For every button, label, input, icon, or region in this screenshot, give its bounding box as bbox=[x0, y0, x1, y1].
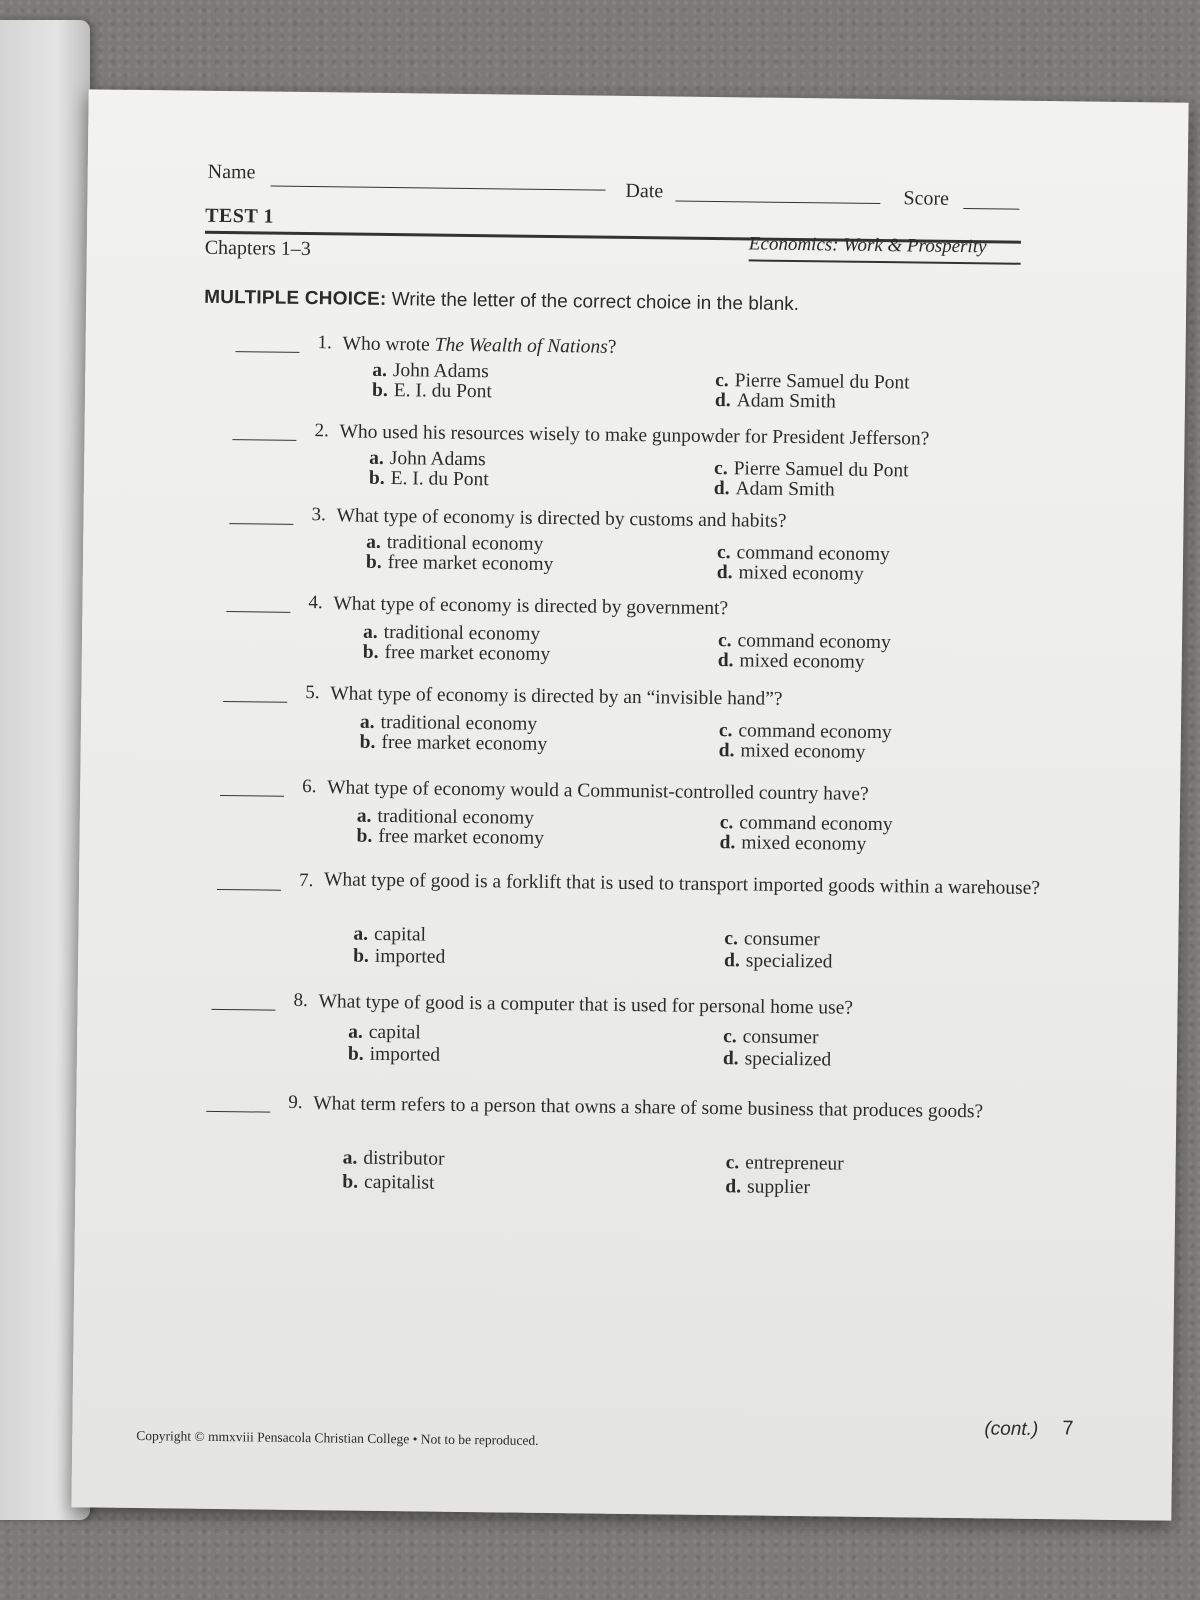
question-number: 2. bbox=[314, 420, 329, 442]
option-d[interactable]: d. mixed economy bbox=[716, 562, 864, 585]
option-d[interactable]: d. mixed economy bbox=[718, 740, 866, 763]
option-a[interactable]: a. John Adams bbox=[372, 359, 489, 383]
option-b[interactable]: b. E. I. du Pont bbox=[368, 467, 489, 491]
question-text: Who used his resources wisely to make gunpowder for President Jefferson? bbox=[339, 421, 930, 450]
question-text: What type of good is a forklift that is used to transport imported goods within a warehouse? bbox=[323, 869, 1041, 900]
question-number: 3. bbox=[311, 504, 326, 526]
answer-blank-1[interactable] bbox=[236, 351, 300, 353]
option-d[interactable]: d. Adam Smith bbox=[713, 478, 835, 501]
option-d[interactable]: d. specialized bbox=[722, 1048, 832, 1071]
option-d[interactable]: d. mixed economy bbox=[717, 650, 865, 673]
option-c[interactable]: c. entrepreneur bbox=[725, 1152, 844, 1175]
date-field[interactable] bbox=[675, 201, 880, 205]
answer-blank-7[interactable] bbox=[217, 889, 281, 891]
question-text: What type of good is a computer that is used for personal home use? bbox=[318, 991, 854, 1019]
option-a[interactable]: a. traditional economy bbox=[359, 711, 538, 735]
question-8 bbox=[212, 989, 1112, 1071]
question-number: 8. bbox=[293, 989, 308, 1012]
question-7 bbox=[217, 869, 1117, 973]
name-label: Name bbox=[207, 160, 256, 184]
test-page bbox=[71, 89, 1188, 1520]
question-number: 4. bbox=[308, 592, 323, 614]
option-a[interactable]: a. traditional economy bbox=[366, 531, 544, 555]
question-text: Who wrote The Wealth of Nations? bbox=[342, 333, 617, 358]
question-text: What type of economy is directed by an “invisible hand”? bbox=[330, 683, 783, 710]
instructions bbox=[204, 287, 799, 316]
question-2 bbox=[233, 419, 1133, 501]
chapters-label: Chapters 1–3 bbox=[204, 236, 311, 261]
question-text: What type of economy is directed by government? bbox=[333, 593, 729, 620]
option-b[interactable]: b. free market economy bbox=[365, 551, 554, 576]
answer-blank-6[interactable] bbox=[220, 795, 284, 797]
option-d[interactable]: d. supplier bbox=[725, 1176, 811, 1199]
answer-blank-2[interactable] bbox=[232, 439, 296, 441]
option-c[interactable]: c. command economy bbox=[717, 630, 891, 654]
option-a[interactable]: a. capital bbox=[353, 923, 427, 946]
test-title: TEST 1 bbox=[205, 204, 275, 228]
question-number: 6. bbox=[302, 775, 317, 798]
option-d[interactable]: d. specialized bbox=[723, 950, 833, 973]
question-text: What type of economy would a Communist-controlled country have? bbox=[327, 777, 869, 805]
option-a[interactable]: a. traditional economy bbox=[362, 621, 541, 645]
option-d[interactable]: d. mixed economy bbox=[719, 832, 867, 855]
answer-blank-8[interactable] bbox=[211, 1009, 275, 1011]
option-c[interactable]: c. Pierre Samuel du Pont bbox=[715, 370, 910, 394]
question-number: 7. bbox=[298, 869, 314, 892]
score-field[interactable] bbox=[963, 208, 1019, 210]
option-c[interactable]: c. consumer bbox=[724, 928, 820, 951]
question-9 bbox=[206, 1091, 1106, 1199]
course-title: Economics: Work & Prosperity bbox=[748, 233, 987, 258]
option-d[interactable]: d. Adam Smith bbox=[714, 390, 836, 413]
name-field[interactable] bbox=[271, 186, 606, 191]
question-4 bbox=[227, 591, 1127, 673]
option-c[interactable]: c. command economy bbox=[719, 812, 893, 836]
answer-blank-4[interactable] bbox=[226, 611, 290, 613]
question-text: What type of economy is directed by customs and habits? bbox=[336, 505, 787, 532]
question-number: 9. bbox=[288, 1091, 303, 1114]
question-5 bbox=[223, 681, 1123, 763]
option-b[interactable]: b. E. I. du Pont bbox=[371, 379, 492, 403]
answer-blank-3[interactable] bbox=[229, 523, 293, 525]
option-a[interactable]: a. capital bbox=[348, 1021, 421, 1044]
score-label: Score bbox=[903, 187, 950, 210]
option-b[interactable]: b. free market economy bbox=[356, 825, 545, 849]
option-a[interactable]: a. John Adams bbox=[369, 447, 486, 471]
page-number: 7 bbox=[1062, 1417, 1074, 1440]
option-b[interactable]: b. capitalist bbox=[342, 1171, 435, 1194]
option-b[interactable]: b. imported bbox=[347, 1043, 441, 1066]
instructions-heading: MULTIPLE CHOICE: bbox=[204, 286, 387, 310]
option-a[interactable]: a. distributor bbox=[342, 1147, 445, 1170]
question-number: 5. bbox=[305, 682, 320, 704]
question-number: 1. bbox=[317, 332, 333, 354]
option-b[interactable]: b. imported bbox=[353, 945, 446, 968]
option-c[interactable]: c. Pierre Samuel du Pont bbox=[713, 458, 909, 482]
question-1 bbox=[236, 331, 1136, 413]
copyright-notice: Copyright © mmxviii Pensacola Christian College • Not to be reproduced. bbox=[136, 1428, 539, 1448]
option-b[interactable]: b. free market economy bbox=[362, 641, 551, 666]
option-c[interactable]: c. consumer bbox=[723, 1026, 819, 1049]
question-6 bbox=[220, 775, 1120, 855]
continued-label: (cont.) bbox=[984, 1418, 1039, 1441]
answer-blank-9[interactable] bbox=[206, 1111, 270, 1113]
option-b[interactable]: b. free market economy bbox=[359, 731, 548, 755]
option-c[interactable]: c. command economy bbox=[718, 720, 892, 744]
option-a[interactable]: a. traditional economy bbox=[356, 805, 535, 829]
date-label: Date bbox=[625, 179, 664, 203]
option-c[interactable]: c. command economy bbox=[716, 542, 890, 566]
instructions-text: Write the letter of the correct choice in the blank. bbox=[391, 289, 800, 316]
course-underline bbox=[749, 259, 1021, 264]
answer-blank-5[interactable] bbox=[223, 701, 287, 703]
question-text: What term refers to a person that owns a share of some business that produces goods? bbox=[313, 1093, 984, 1123]
question-3 bbox=[230, 503, 1130, 585]
